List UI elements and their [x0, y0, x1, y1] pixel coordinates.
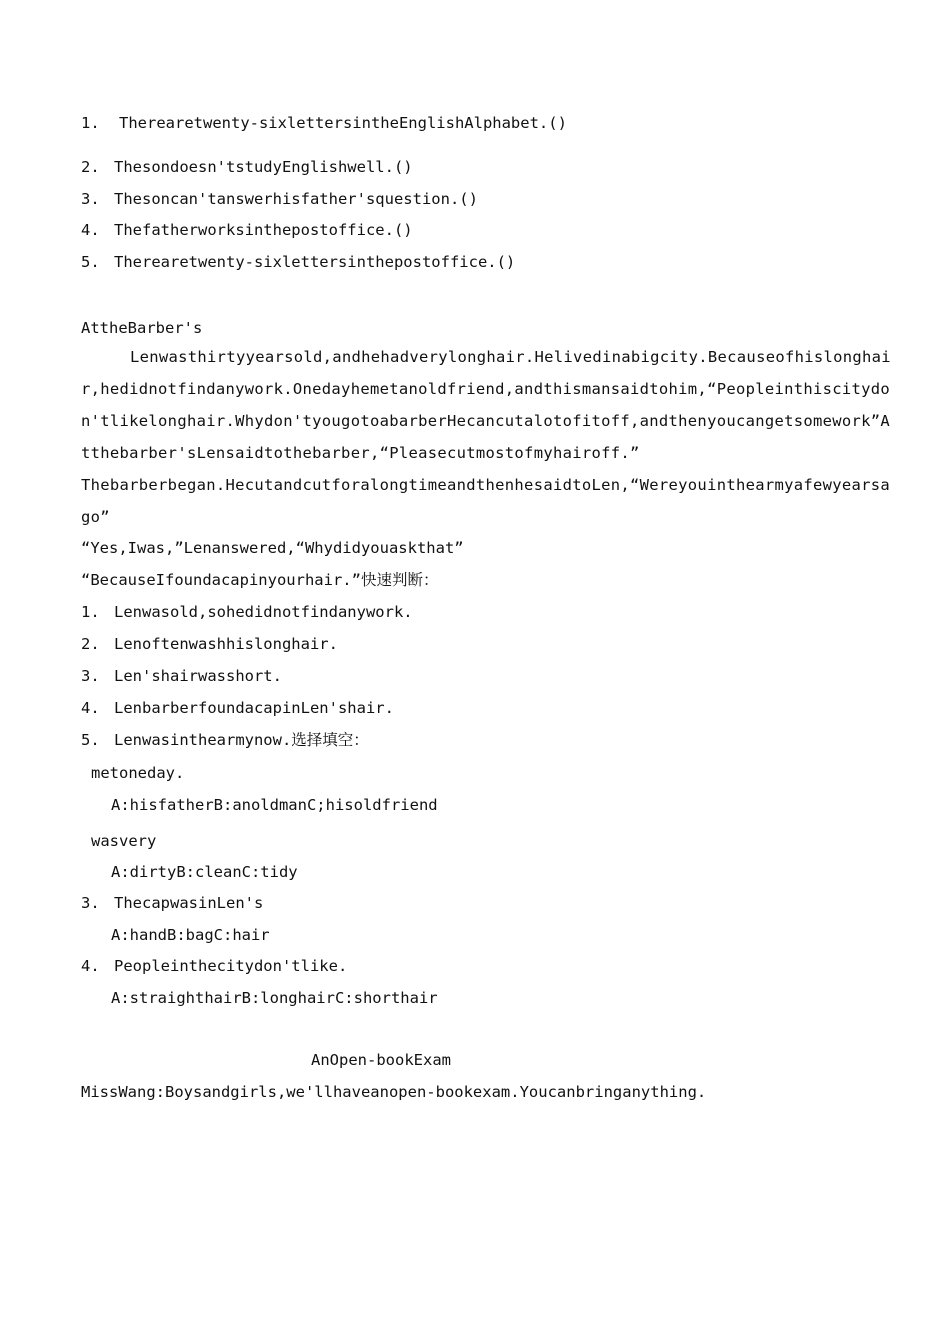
choice-question-2: wasvery	[91, 832, 157, 850]
item-number: 2.	[81, 158, 100, 176]
item-text: Peopleinthecitydon'tlike.	[114, 957, 348, 975]
quiz1-item-4	[81, 219, 413, 241]
judge-item-1	[81, 601, 413, 623]
item-text: Thefatherworksinthepostoffice.()	[114, 221, 413, 239]
item-number: 3.	[81, 190, 100, 208]
choice-question-4	[81, 955, 347, 977]
judge-item-2	[81, 633, 338, 655]
item-number: 4.	[81, 221, 100, 239]
choice-question-3	[81, 892, 263, 914]
item-number: 4.	[81, 957, 100, 975]
judge-item-3	[81, 665, 282, 687]
story-paragraph-2: Thebarberbegan.HecutandcutforalongtimeandthenhesaidtoLen,“Wereyouinthearmyafewyearsago”	[81, 476, 891, 526]
item-text: Thesondoesn'tstudyEnglishwell.()	[114, 158, 413, 176]
item-number: 1.	[81, 114, 100, 132]
judge-item-5	[81, 729, 369, 751]
choice-options-2: A:dirtyB:cleanC:tidy	[111, 863, 298, 881]
quiz1-item-3	[81, 188, 478, 210]
quiz1-item-5	[81, 251, 515, 273]
story-paragraph	[81, 341, 895, 469]
item-text: ThecapwasinLen's	[114, 894, 264, 912]
item-text: Therearetwenty-sixlettersinthepostoffice.()	[114, 253, 516, 271]
quiz1-item-2	[81, 156, 413, 178]
story-title: AttheBarber's	[81, 319, 203, 337]
item-text: Therearetwenty-sixlettersintheEnglishAlphabet.()	[119, 114, 567, 132]
judge-item-4	[81, 697, 394, 719]
exam-line-1: MissWang:Boysandgirls,we'llhaveanopen-bookexam.Youcanbringanything.	[81, 1083, 707, 1101]
choice-options-1: A:hisfatherB:anoldmanC;hisoldfriend	[111, 796, 438, 814]
item-number: 4.	[81, 699, 100, 717]
item-number: 1.	[81, 603, 100, 621]
story-body: Lenwasthirtyyearsold,andhehadverylonghair.Helivedinabigcity.Becauseofhislonghair,hedidnotfindanywork.Onedayhemetanoldfriend,andthismansaidtohim,“Peopleinthiscitydon'tlikelonghair.Whydon'tyougotoabarberHecancutalotofitoff,andthenyoucangetsomework”Atthebarber'sLensaidtothebarber,“Pleasecutmostofmyhairoff.”	[81, 348, 891, 462]
choice-options-4: A:straighthairB:longhairC:shorthair	[111, 989, 438, 1007]
item-number: 5.	[81, 253, 100, 271]
exam-title: AnOpen-bookExam	[311, 1051, 451, 1069]
choice-question-1: metoneday.	[91, 764, 185, 782]
item-text: Lenwasinthearmynow.选择填空：	[114, 731, 369, 749]
story-dialog-1: “Yes,Iwas,”Lenanswered,“Whydidyouaskthat”	[81, 539, 464, 557]
item-number: 2.	[81, 635, 100, 653]
story-dialog-2: “BecauseIfoundacapinyourhair.”快速判断：	[81, 571, 439, 589]
item-text: LenbarberfoundacapinLen'shair.	[114, 699, 394, 717]
item-text: Thesoncan'tanswerhisfather'squestion.()	[114, 190, 478, 208]
item-text: Lenoftenwashhislonghair.	[114, 635, 338, 653]
item-number: 5.	[81, 731, 100, 749]
choice-options-3: A:handB:bagC:hair	[111, 926, 270, 944]
item-number: 3.	[81, 894, 100, 912]
item-text: Lenwasold,sohedidnotfindanywork.	[114, 603, 413, 621]
item-text: Len'shairwasshort.	[114, 667, 282, 685]
item-number: 3.	[81, 667, 100, 685]
quiz1-item-1	[81, 112, 567, 134]
